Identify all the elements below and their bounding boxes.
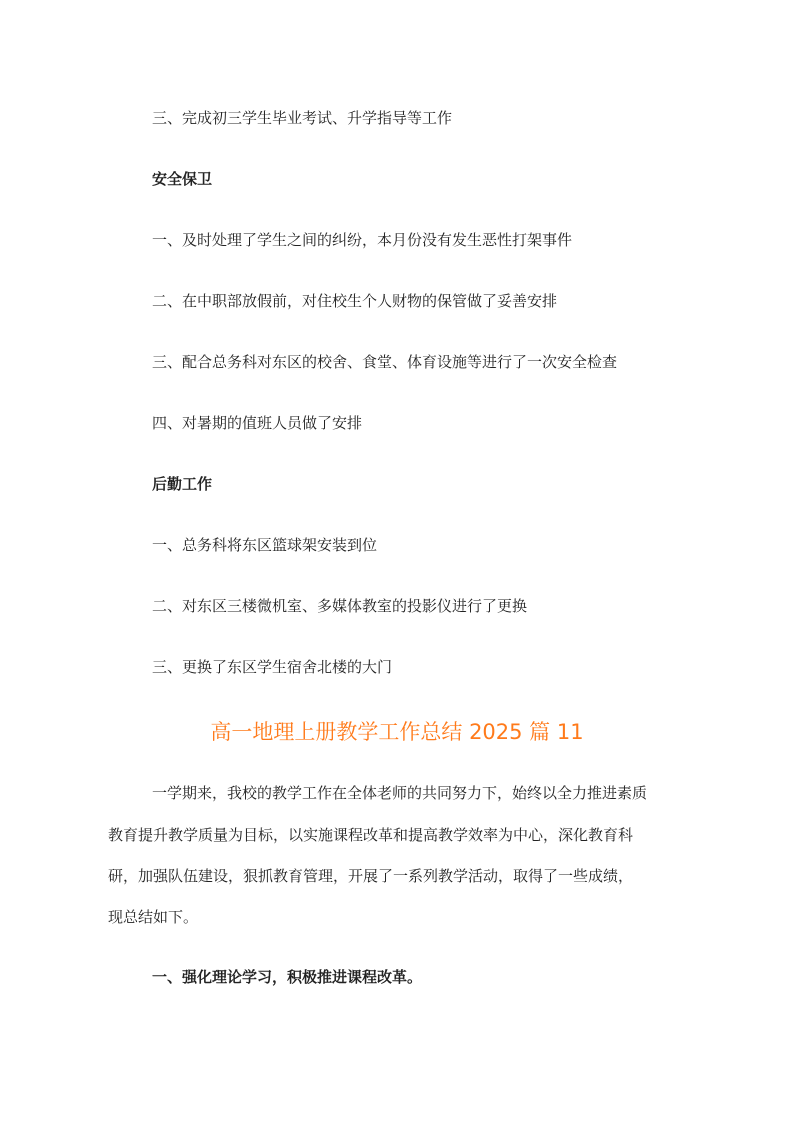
safety-item-2: 二、在中职部放假前，对住校生个人财物的保管做了妥善安排 <box>152 292 558 310</box>
article-title: 高一地理上册教学工作总结 2025 篇 11 <box>210 720 584 744</box>
safety-item-1: 一、及时处理了学生之间的纠纷，本月份没有发生恶性打架事件 <box>152 231 573 249</box>
safety-item-3: 三、配合总务科对东区的校舍、食堂、体育设施等进行了一次安全检查 <box>152 353 618 371</box>
logistics-item-3: 三、更换了东区学生宿舍北楼的大门 <box>152 658 393 676</box>
text-line-graduation-guidance: 三、完成初三学生毕业考试、升学指导等工作 <box>152 109 453 127</box>
subheading-theory-study: 一、强化理论学习，积极推进课程改革。 <box>152 968 423 986</box>
safety-item-4: 四、对暑期的值班人员做了安排 <box>152 414 363 432</box>
intro-line-2: 教育提升教学质量为目标，以实施课程改革和提高教学效率为中心，深化教育科 <box>108 826 634 844</box>
heading-logistics: 后勤工作 <box>152 475 213 493</box>
intro-line-1: 一学期来，我校的教学工作在全体老师的共同努力下，始终以全力推进素质 <box>152 784 648 802</box>
logistics-item-1: 一、总务科将东区篮球架安装到位 <box>152 536 378 554</box>
intro-line-4: 现总结如下。 <box>108 908 199 926</box>
intro-line-3: 研，加强队伍建设，狠抓教育管理，开展了一系列教学活动，取得了一些成绩， <box>108 867 634 885</box>
logistics-item-2: 二、对东区三楼微机室、多媒体教室的投影仪进行了更换 <box>152 597 528 615</box>
heading-safety: 安全保卫 <box>152 170 213 188</box>
